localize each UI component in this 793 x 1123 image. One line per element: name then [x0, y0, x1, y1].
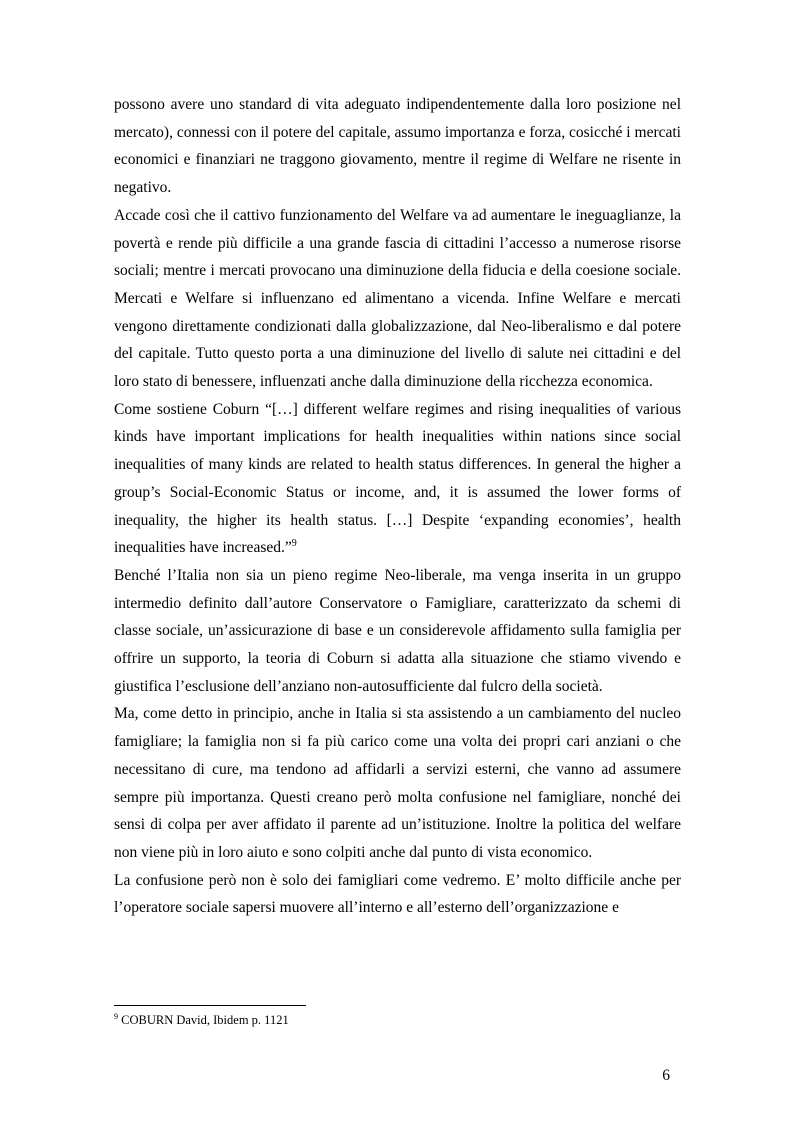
paragraph-text: La confusione però non è solo dei famigliari come vedremo. E’ molto difficile anche per l’operatore sociale sapersi muovere all’interno e all’esterno dell’organizzazione e [114, 871, 681, 917]
paragraph-text: Benché l’Italia non sia un pieno regime Neo-liberale, ma venga inserita in un gruppo intermedio definito dall’autore Conservatore o Famigliare, caratterizzato da schemi di classe sociale, un’assicurazione di base e un considerevole affidamento sulla famiglia per offrire un supporto, la teoria di Coburn si adatta alla situazione che stiamo vivendo e giustifica l’esclusione dell’anziano non-autosufficiente dal fulcro della società. [114, 566, 681, 695]
paragraph-text: Come sostiene Coburn “[…] different welfare regimes and rising inequalities of various kinds have important implications for health inequalities within nations since social inequalities of many kinds are related to health status differences. In general the higher a group’s Social-Economic Status or income, and, it is assumed the lower forms of inequality, the higher its health status. […] Despite ‘expanding economies’, health inequalities have increased.” [114, 400, 681, 557]
paragraph-text: Ma, come detto in principio, anche in Italia si sta assistendo a un cambiamento del nucleo famigliare; la famiglia non si fa più carico come una volta dei propri cari anziani o che necessitano di cure, ma tendono ad affidarli a servizi esterni, che vanno ad assumere sempre più importanza. Questi creano però molta confusione nel famigliare, nonché dei sensi di colpa per aver affidato il parente ad un’istituzione. Inoltre la politica del welfare non viene più in loro aiuto e sono colpiti anche dal punto di vista economico. [114, 705, 681, 861]
footnote [114, 1013, 674, 1028]
footnote-text: COBURN David, Ibidem p. 1121 [118, 1013, 289, 1027]
body-text [114, 91, 681, 922]
footnote-reference[interactable]: 9 [291, 538, 297, 550]
page-number: 6 [662, 1067, 670, 1084]
paragraph-2 [114, 202, 681, 396]
paragraph-5 [114, 700, 681, 866]
paragraph-6 [114, 867, 681, 922]
paragraph-4 [114, 562, 681, 701]
footnote-number: 9 [114, 1011, 118, 1021]
footnote-separator [114, 1005, 306, 1006]
paragraph-text: possono avere uno standard di vita adeguato indipendentemente dalla loro posizione nel mercato), connessi con il potere del capitale, assumo importanza e forza, cosicché i mercati economici e finanziari ne traggono giovamento, mentre il regime di Welfare ne risente in negativo. [114, 96, 681, 197]
paragraph-3-coburn-quote [114, 396, 681, 562]
paragraph-1 [114, 91, 681, 202]
paragraph-text: Accade così che il cattivo funzionamento del Welfare va ad aumentare le ineguaglianze, la povertà e rende più difficile a una grande fascia di cittadini l’accesso a numerose risorse sociali; mentre i mercati provocano una diminuzione della fiducia e della coesione sociale. Mercati e Welfare si influenzano ed alimentano a vicenda. Infine Welfare e mercati vengono direttamente condizionati dalla globalizzazione, dal Neo-liberalismo e dal potere del capitale. Tutto questo porta a una diminuzione del livello di salute nei cittadini e del loro stato di benessere, influenzati anche dalla diminuzione della ricchezza economica. [114, 206, 681, 391]
